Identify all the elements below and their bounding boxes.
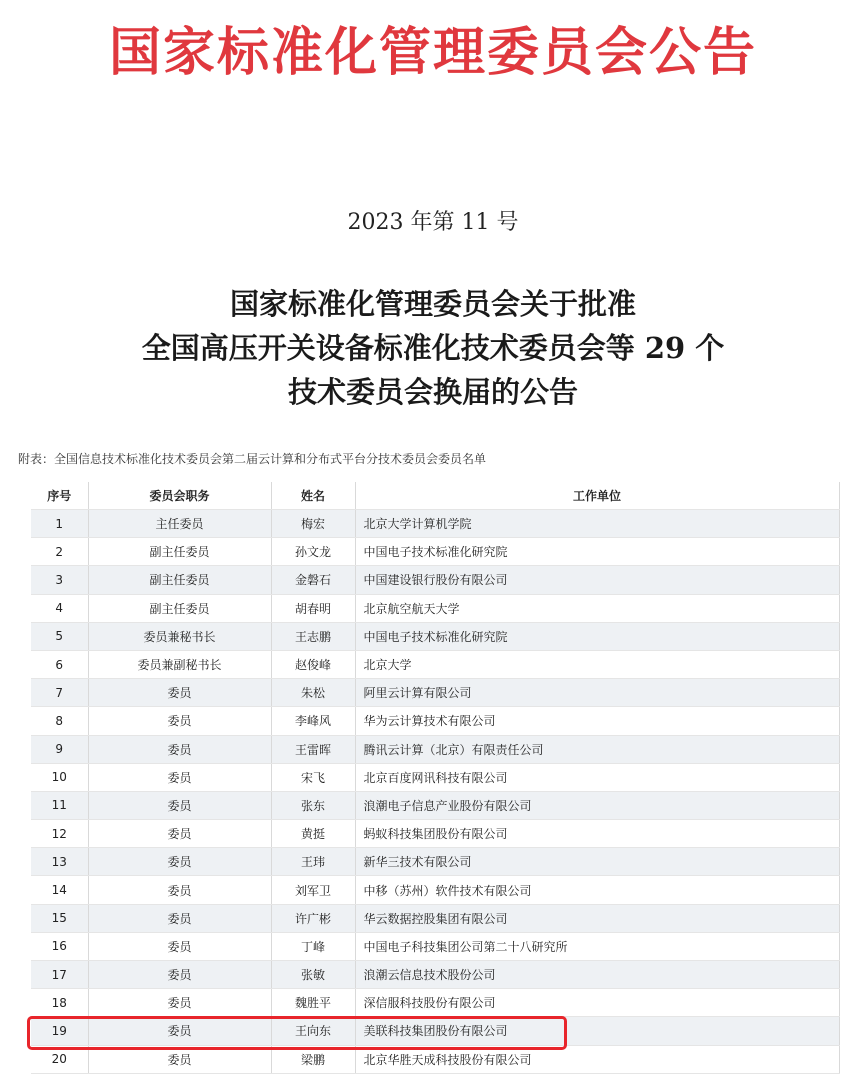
cell-organization: 华为云计算技术有限公司 [355,707,839,735]
cell-name: 刘军卫 [271,876,355,904]
table-row [31,707,839,735]
cell-position: 副主任委员 [88,594,271,622]
cell-index: 14 [31,876,88,904]
cell-index: 4 [31,594,88,622]
column-header-position: 委员会职务 [88,482,271,510]
cell-position: 委员 [88,707,271,735]
cell-organization: 新华三技术有限公司 [355,848,839,876]
column-header-organization: 工作单位 [355,482,839,510]
table-row [31,848,839,876]
cell-organization: 蚂蚁科技集团股份有限公司 [355,820,839,848]
column-header-name: 姓名 [271,482,355,510]
table-row [31,876,839,904]
cell-name: 王玮 [271,848,355,876]
cell-index: 15 [31,904,88,932]
cell-organization: 浪潮云信息技术股份公司 [355,961,839,989]
title-line-2: 全国高压开关设备标准化技术委员会等 29 个 [141,331,725,365]
cell-index: 7 [31,679,88,707]
title-line-3: 技术委员会换届的公告 [287,375,578,409]
cell-index: 20 [31,1045,88,1073]
table-row [31,510,839,538]
member-table-container [31,482,839,1074]
cell-organization: 中国建设银行股份有限公司 [355,566,839,594]
cell-position: 委员 [88,961,271,989]
cell-index: 18 [31,989,88,1017]
table-row [31,763,839,791]
cell-name: 胡春明 [271,594,355,622]
column-header-index: 序号 [31,482,88,510]
cell-index: 5 [31,622,88,650]
cell-index: 12 [31,820,88,848]
cell-index: 8 [31,707,88,735]
cell-position: 委员 [88,989,271,1017]
table-row [31,650,839,678]
table-row [31,791,839,819]
document-title [0,282,866,414]
cell-organization: 北京航空航天大学 [355,594,839,622]
cell-position: 副主任委员 [88,566,271,594]
cell-organization: 中国电子技术标准化研究院 [355,622,839,650]
cell-index: 10 [31,763,88,791]
cell-organization: 美联科技集团股份有限公司 [355,1017,839,1045]
cell-index: 9 [31,735,88,763]
table-row [31,989,839,1017]
table-row [31,961,839,989]
cell-name: 张东 [271,791,355,819]
cell-position: 委员兼秘书长 [88,622,271,650]
cell-position: 委员 [88,1017,271,1045]
cell-name: 梅宏 [271,510,355,538]
cell-position: 委员 [88,820,271,848]
cell-organization: 腾讯云计算（北京）有限责任公司 [355,735,839,763]
cell-name: 赵俊峰 [271,650,355,678]
cell-position: 委员 [88,904,271,932]
cell-position: 委员 [88,932,271,960]
cell-name: 李峰风 [271,707,355,735]
cell-index: 3 [31,566,88,594]
table-header-row [31,482,839,510]
table-row [31,679,839,707]
cell-organization: 浪潮电子信息产业股份有限公司 [355,791,839,819]
table-body [31,510,839,1074]
cell-position: 委员 [88,876,271,904]
cell-index: 16 [31,932,88,960]
cell-position: 主任委员 [88,510,271,538]
cell-organization: 中国电子科技集团公司第二十八研究所 [355,932,839,960]
cell-name: 金磐石 [271,566,355,594]
cell-index: 1 [31,510,88,538]
cell-name: 王志鹏 [271,622,355,650]
table-row [31,594,839,622]
cell-position: 委员 [88,1045,271,1073]
cell-index: 19 [31,1017,88,1045]
cell-position: 委员 [88,763,271,791]
cell-position: 委员 [88,791,271,819]
cell-position: 委员 [88,735,271,763]
cell-organization: 深信服科技股份有限公司 [355,989,839,1017]
cell-organization: 北京大学计算机学院 [355,510,839,538]
cell-name: 魏胜平 [271,989,355,1017]
title-line-1: 国家标准化管理委员会关于批准 [229,287,636,321]
cell-name: 宋飞 [271,763,355,791]
row-highlight-box [27,1016,567,1050]
cell-name: 孙文龙 [271,538,355,566]
cell-name: 朱松 [271,679,355,707]
cell-name: 许广彬 [271,904,355,932]
cell-index: 6 [31,650,88,678]
cell-name: 梁鹏 [271,1045,355,1073]
table-row [31,735,839,763]
cell-organization: 北京百度网讯科技有限公司 [355,763,839,791]
cell-name: 王雷晖 [271,735,355,763]
cell-name: 黄挺 [271,820,355,848]
cell-organization: 阿里云计算有限公司 [355,679,839,707]
table-row [31,622,839,650]
cell-name: 王向东 [271,1017,355,1045]
document-number: 2023 年第 11 号 [347,210,519,235]
table-row [31,904,839,932]
table-row [31,820,839,848]
cell-organization: 北京华胜天成科技股份有限公司 [355,1045,839,1073]
cell-organization: 中国电子技术标准化研究院 [355,538,839,566]
cell-position: 副主任委员 [88,538,271,566]
cell-index: 13 [31,848,88,876]
cell-organization: 华云数据控股集团有限公司 [355,904,839,932]
cell-index: 17 [31,961,88,989]
attachment-caption: 附表：全国信息技术标准化技术委员会第二届云计算和分布式平台分技术委员会委员名单 [18,452,487,466]
cell-position: 委员兼副秘书长 [88,650,271,678]
member-table [31,482,840,1074]
document-header: 国家标准化管理委员会公告 [108,22,757,83]
cell-organization: 北京大学 [355,650,839,678]
cell-organization: 中移（苏州）软件技术有限公司 [355,876,839,904]
table-row [31,932,839,960]
cell-name: 丁峰 [271,932,355,960]
table-row [31,538,839,566]
cell-position: 委员 [88,848,271,876]
cell-index: 2 [31,538,88,566]
table-row [31,566,839,594]
cell-name: 张敏 [271,961,355,989]
cell-index: 11 [31,791,88,819]
cell-position: 委员 [88,679,271,707]
